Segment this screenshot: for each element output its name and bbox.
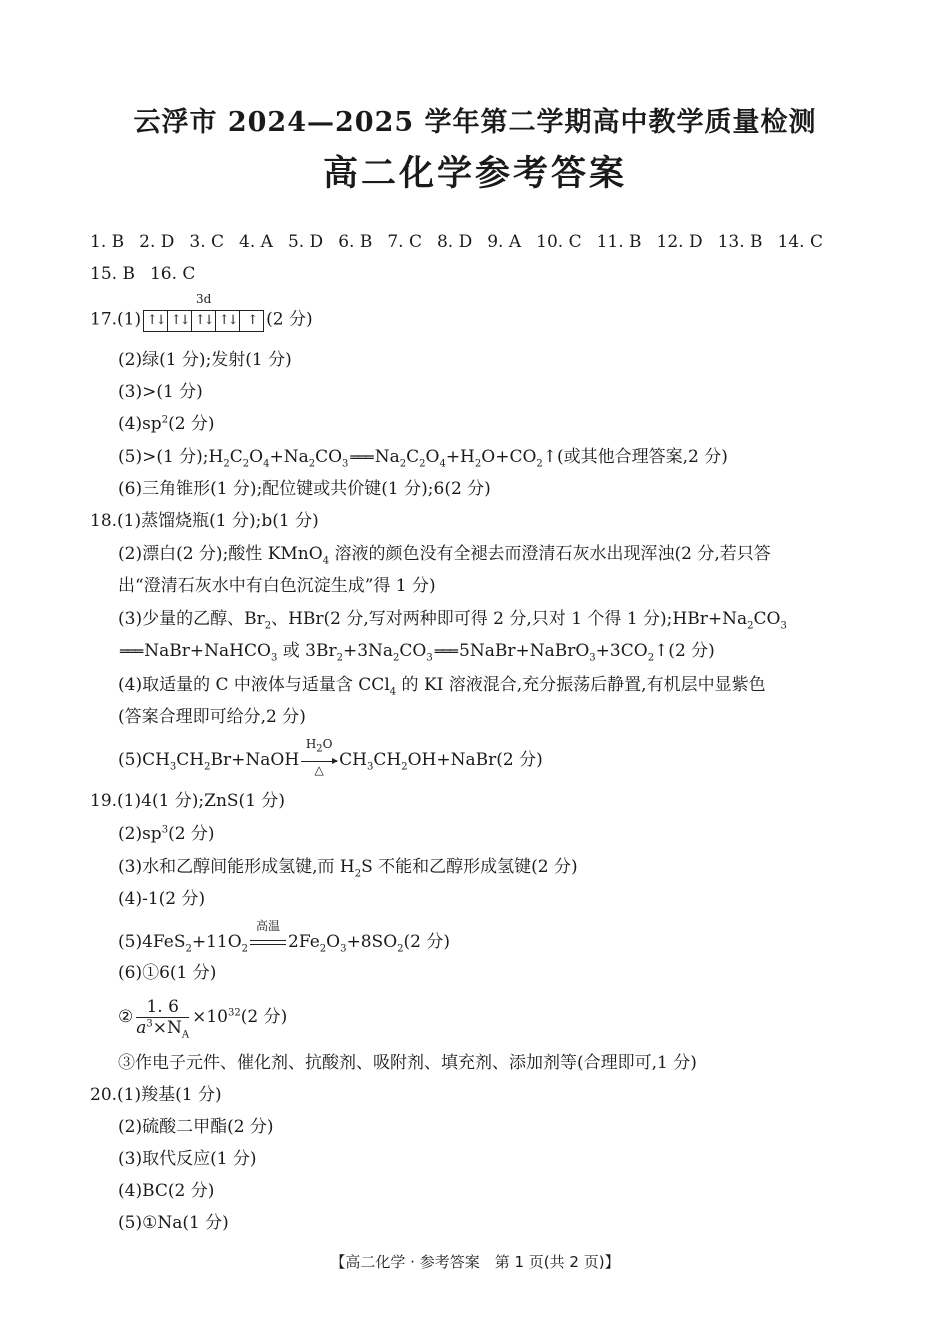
- subscript: 4: [263, 458, 270, 470]
- q19-part6-1: (6)①6(1 分): [118, 963, 217, 983]
- q17-part3: (3)>(1 分): [118, 382, 203, 402]
- choice-answer: 9. A: [487, 232, 522, 252]
- text: H: [305, 736, 317, 751]
- subscript: 2: [397, 943, 404, 955]
- text: CH: [176, 750, 205, 770]
- text: (2 分): [168, 414, 215, 434]
- text: C: [406, 447, 420, 467]
- text: 、HBr(2 分,写对两种即可得 2 分,只对 1 个得 1 分);HBr+Na: [271, 609, 748, 629]
- text: OH+NaBr(2 分): [407, 750, 543, 770]
- page-subtitle: 高二化学参考答案: [322, 153, 627, 194]
- q20-part5: (5)①Na(1 分): [118, 1213, 229, 1233]
- q17-number: 17.: [90, 309, 118, 330]
- subscript: A: [181, 1029, 190, 1041]
- q17-part1: [90, 292, 313, 332]
- q17-part1-score: (2 分): [266, 309, 313, 330]
- text: S 不能和乙醇形成氢键(2 分): [361, 857, 578, 877]
- page-footer: 【高二化学 · 参考答案 第 1 页(共 2 页)】: [330, 1253, 620, 1271]
- subscript: 2: [204, 761, 211, 773]
- subscript: 3: [780, 620, 787, 632]
- q17-part6: (6)三角锥形(1 分);配位键或共价键(1 分);6(2 分): [118, 479, 491, 499]
- q19-part5: [118, 918, 450, 955]
- text: (5)CH: [118, 750, 170, 770]
- q17-part2: (2)绿(1 分);发射(1 分): [118, 350, 292, 370]
- choice-answer: 3. C: [189, 232, 225, 252]
- equals-sign: ═══: [350, 449, 373, 466]
- orbital-box: ↑↓: [192, 311, 216, 331]
- reaction-arrow: [301, 736, 337, 777]
- text: (3)少量的乙醇、Br: [118, 609, 265, 629]
- text: 的 KI 溶液混合,充分振荡后静置,有机层中显紫色: [401, 675, 766, 695]
- superscript: 3: [146, 1018, 153, 1030]
- subscript: 2: [264, 620, 272, 632]
- choice-answer: 8. D: [436, 232, 473, 252]
- text: (2 分): [403, 932, 450, 952]
- text: +3Na: [342, 641, 394, 661]
- q19-part6-2: [118, 995, 287, 1039]
- text: ×10: [192, 1007, 229, 1027]
- text: O: [249, 447, 264, 467]
- choice-answer: 12. D: [656, 232, 703, 252]
- text: CO: [315, 447, 343, 467]
- q19-part1: [90, 790, 285, 812]
- subscript: 2: [354, 868, 362, 880]
- q18-part4-line2: (答案合理即可给分,2 分): [118, 707, 306, 727]
- q18-number: 18.: [90, 511, 118, 531]
- q19-number: 19.: [90, 791, 118, 811]
- text: (1)羧基(1 分): [117, 1085, 222, 1105]
- text: +11O: [191, 932, 242, 952]
- text: ↑(或其他合理答案,2 分): [542, 447, 728, 467]
- q18-part2-line2: 出“澄清石灰水中有白色沉淀生成”得 1 分): [118, 576, 436, 596]
- text: ②: [118, 1007, 134, 1027]
- subscript: 2: [185, 943, 192, 955]
- choice-answers-row1: [90, 231, 838, 253]
- subscript: 3: [270, 652, 278, 664]
- subscript: 2: [419, 458, 426, 470]
- choice-answer: 11. B: [596, 232, 642, 252]
- subscript: 2: [474, 458, 482, 470]
- subscript: 2: [393, 652, 400, 664]
- subscript: 3: [342, 458, 349, 470]
- text: (2 分): [240, 1007, 288, 1027]
- choice-answer: 15. B: [90, 264, 135, 284]
- fraction-numerator: 1. 6: [136, 997, 189, 1018]
- orbital-box: ↑↓: [144, 311, 168, 331]
- choice-answer: 13. B: [717, 232, 763, 252]
- fraction-denominator: [136, 1018, 190, 1041]
- orbital-box: ↑: [247, 313, 257, 328]
- double-line-icon: [250, 940, 286, 945]
- text: +Na: [269, 447, 309, 467]
- q18-part1: [90, 510, 319, 532]
- text: +8SO: [346, 932, 398, 952]
- subscript: 4: [322, 555, 330, 567]
- subscript: 2: [242, 458, 250, 470]
- q20-part4: (4)BC(2 分): [118, 1181, 215, 1201]
- text: ↑(2 分): [654, 641, 715, 661]
- choice-answer: 14. C: [777, 232, 823, 252]
- subscript: 2: [308, 458, 316, 470]
- q19-part4: (4)-1(2 分): [118, 889, 206, 909]
- orbital-box: ↑↓: [168, 311, 192, 331]
- text: CO: [753, 609, 781, 629]
- choice-answer: 16. C: [149, 264, 196, 284]
- equals-sign: ═══: [120, 643, 143, 660]
- text: O+CO: [481, 447, 537, 467]
- page-title: 云浮市 2024—2025 学年第二学期高中教学质量检测: [133, 107, 817, 138]
- q18-part2-line1: [118, 543, 771, 565]
- subscript: 2: [401, 761, 408, 773]
- choice-answer: 10. C: [536, 232, 582, 252]
- choice-answer: 4. A: [239, 232, 273, 252]
- choice-answer: 6. B: [338, 232, 373, 252]
- subscript: 3: [169, 761, 177, 773]
- text: NaBr+NaHCO: [144, 641, 271, 661]
- text: Br+NaOH: [210, 750, 300, 770]
- text: Na: [374, 447, 400, 467]
- text: a: [136, 1018, 147, 1038]
- text: CH: [339, 750, 367, 770]
- subscript: 2: [336, 652, 343, 664]
- text: 5NaBr+NaBrO: [459, 641, 590, 661]
- text: O: [322, 736, 333, 751]
- subscript: 4: [389, 686, 397, 698]
- choice-answers-row2: [90, 263, 210, 285]
- subscript: 2: [223, 458, 230, 470]
- choice-answer: 5. D: [287, 232, 324, 252]
- q19-part2: [118, 823, 215, 845]
- subscript: 4: [439, 458, 446, 470]
- q20-number: 20.: [90, 1085, 118, 1105]
- text: +H: [445, 447, 475, 467]
- superscript: 2: [161, 414, 169, 426]
- reaction-equals: [250, 918, 286, 954]
- text: CH: [373, 750, 402, 770]
- text: C: [229, 447, 243, 467]
- text: (4)sp: [118, 414, 162, 434]
- q18-part5: [118, 736, 543, 777]
- choice-answer: 1. B: [90, 232, 125, 252]
- subscript: 3: [367, 761, 374, 773]
- text: 溶液的颜色没有全褪去而澄清石灰水出现浑浊(2 分,若只答: [334, 544, 771, 564]
- reaction-condition-bottom: △: [314, 762, 324, 777]
- q17-part4: [118, 413, 215, 435]
- subscript: 2: [747, 620, 754, 632]
- text: (2 分): [168, 824, 215, 844]
- orbital-diagram: [143, 292, 264, 332]
- q20-part3: (3)取代反应(1 分): [118, 1149, 257, 1169]
- subscript: 2: [647, 652, 655, 664]
- q17-part5: [118, 446, 728, 468]
- reaction-condition-top: [301, 733, 337, 755]
- text: O: [326, 932, 341, 952]
- text: 2Fe: [288, 932, 320, 952]
- reaction-condition-top: 高温: [256, 918, 281, 933]
- text: (2)漂白(2 分);酸性 KMnO: [118, 544, 323, 564]
- q17-part1-label: (1): [117, 309, 142, 330]
- subscript: 2: [399, 458, 407, 470]
- fraction: [136, 997, 190, 1041]
- text: 或 3Br: [282, 641, 337, 661]
- q18-part4-line1: [118, 674, 766, 696]
- text: O: [425, 447, 440, 467]
- equals-sign: ═══: [434, 643, 458, 660]
- text: (2)sp: [118, 824, 162, 844]
- subscript: 3: [340, 943, 347, 955]
- choice-answer: 7. C: [387, 232, 422, 252]
- subscript: 3: [426, 652, 433, 664]
- text: (3)水和乙醇间能形成氢键,而 H: [118, 857, 355, 877]
- q19-part6-3: ③作电子元件、催化剂、抗酸剂、吸附剂、填充剂、添加剂等(合理即可,1 分): [118, 1053, 697, 1073]
- subscript: 3: [589, 652, 596, 664]
- text: (4)取适量的 C 中液体与适量含 CCl: [118, 675, 390, 695]
- text: ×N: [152, 1018, 182, 1038]
- q18-part3-line2: [118, 640, 715, 662]
- text: (5)>(1 分);H: [118, 447, 224, 467]
- q20-part1: [90, 1084, 222, 1106]
- subscript: 2: [241, 943, 249, 955]
- superscript: 3: [161, 824, 169, 836]
- q19-part3: [118, 856, 578, 878]
- q20-part2: (2)硫酸二甲酯(2 分): [118, 1117, 274, 1137]
- q18-part3-line1: [118, 608, 787, 630]
- orbital-box: ↑↓: [216, 311, 240, 331]
- text: (1)4(1 分);ZnS(1 分): [117, 791, 286, 811]
- subscript: 2: [536, 458, 543, 470]
- text: +3CO: [595, 641, 648, 661]
- text: (1)蒸馏烧瓶(1 分);b(1 分): [117, 511, 319, 531]
- orbital-label: 3d: [195, 292, 212, 306]
- choice-answer: 2. D: [139, 232, 175, 252]
- text: CO: [399, 641, 427, 661]
- text: (5)4FeS: [118, 932, 186, 952]
- subscript: 2: [319, 943, 327, 955]
- subscript: 2: [316, 742, 323, 754]
- superscript: 32: [228, 1007, 241, 1019]
